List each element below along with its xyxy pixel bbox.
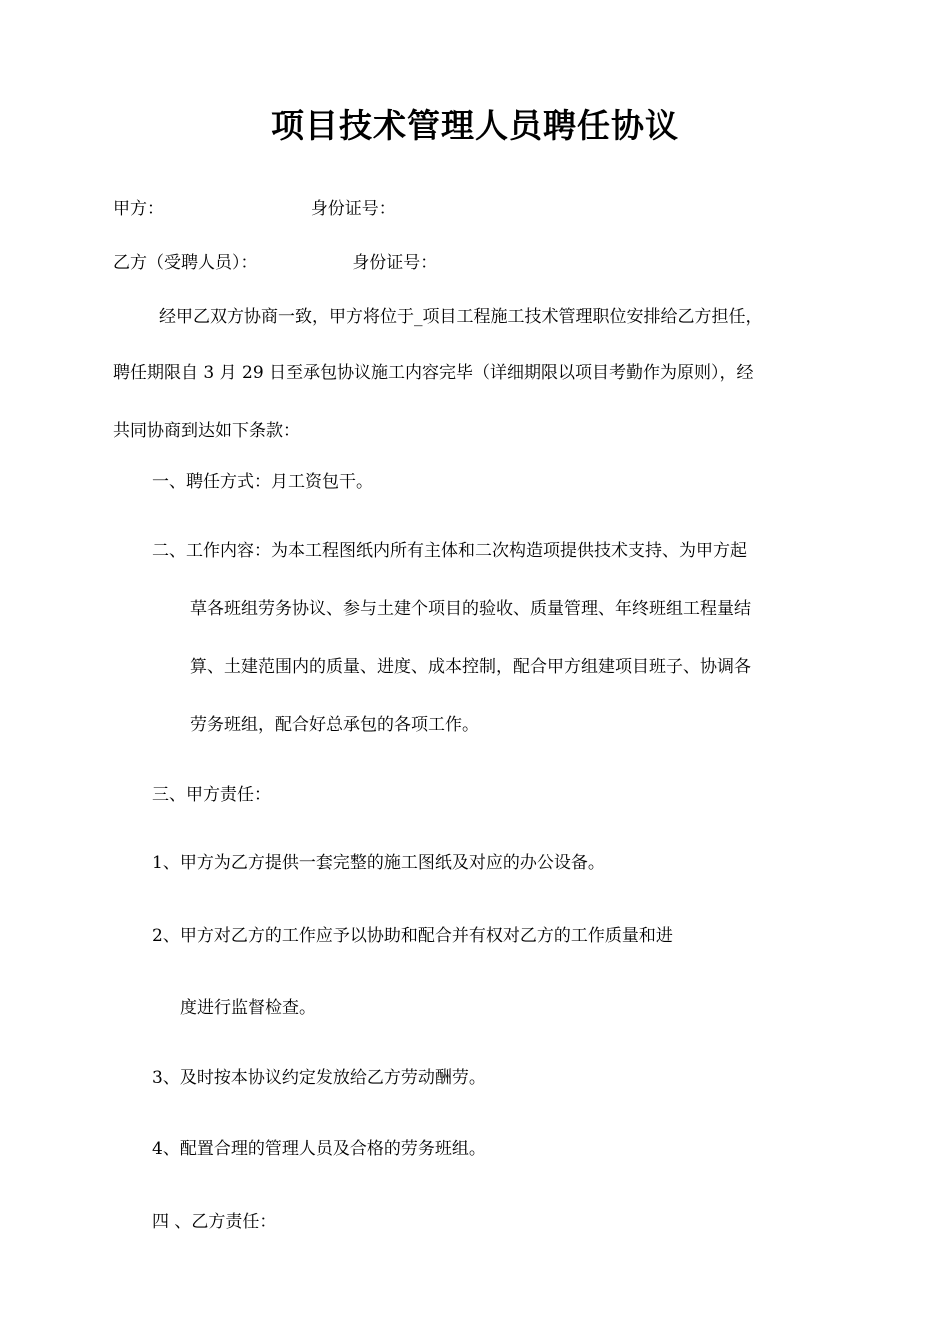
section-4-heading: 四 、乙方责任： <box>152 1212 277 1232</box>
section-2-line: 二、工作内容：为本工程图纸内所有主体和二次构造项提供技术支持、为甲方起 <box>152 541 747 561</box>
section-2-line: 草各班组劳务协议、参与土建个项目的验收、质量管理、年终班组工程量结 <box>190 599 751 619</box>
intro-line: 经甲乙双方协商一致，甲方将位于_项目工程施工技术管理职位安排给乙方担任， <box>159 307 763 327</box>
section-3-item: 度进行监督检查。 <box>180 998 316 1018</box>
party-b-line <box>113 252 437 274</box>
intro-line: 聘任期限自 3 月 29 日至承包协议施工内容完毕（详细期限以项目考勤作为原则），经 <box>113 363 754 383</box>
party-a-id-label: 身份证号： <box>310 199 396 219</box>
section-3-heading: 三、甲方责任： <box>152 785 271 805</box>
section-3-item: 2、甲方对乙方的工作应予以协助和配合并有权对乙方的工作质量和进 <box>152 926 673 946</box>
party-a-label: 甲方： <box>113 199 164 219</box>
party-b-label: 乙方（受聘人员）： <box>113 253 258 273</box>
section-3-item: 4、配置合理的管理人员及合格的劳务班组。 <box>152 1139 486 1159</box>
party-b-id-label: 身份证号： <box>352 253 438 273</box>
section-2-line: 算、土建范围内的质量、进度、成本控制，配合甲方组建项目班子、协调各 <box>190 657 751 677</box>
section-3-item: 3、及时按本协议约定发放给乙方劳动酬劳。 <box>152 1068 486 1088</box>
party-a-line <box>113 198 396 220</box>
section-2-line: 劳务班组，配合好总承包的各项工作。 <box>190 715 479 735</box>
section-3-item: 1、甲方为乙方提供一套完整的施工图纸及对应的办公设备。 <box>152 853 605 873</box>
intro-line: 共同协商到达如下条款： <box>113 421 300 441</box>
document-title: 项目技术管理人员聘任协议 <box>271 106 679 145</box>
section-1: 一、聘任方式：月工资包干。 <box>152 472 373 492</box>
